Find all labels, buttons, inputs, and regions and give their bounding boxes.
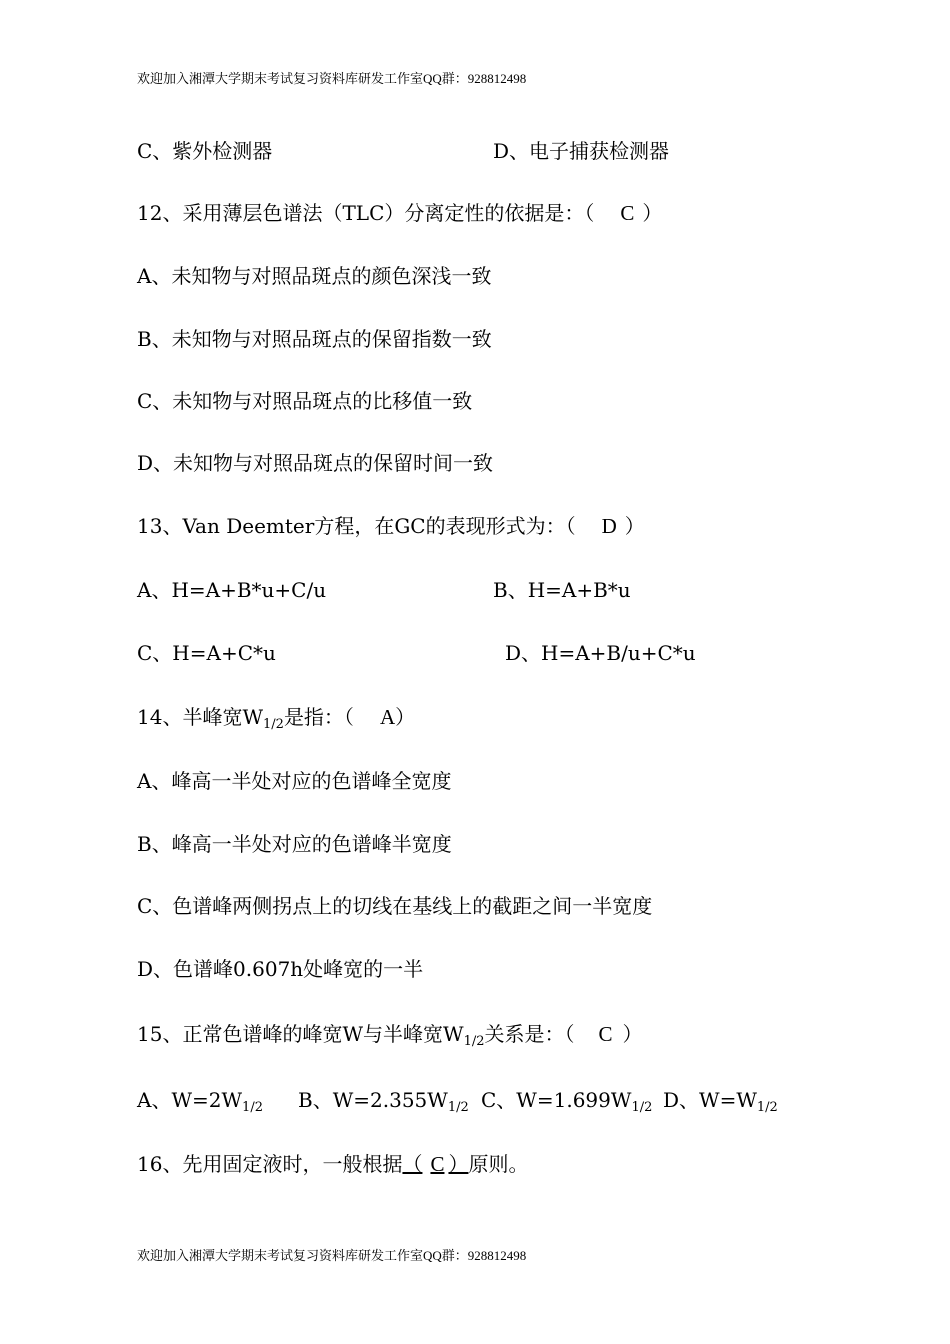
q15-option-d-text: D、W=W [663, 1088, 757, 1112]
q13-option-d: D、H=A+B/u+C*u [505, 641, 696, 665]
q14-option-a: A、峰高一半处对应的色谱峰全宽度 [137, 769, 452, 793]
page-header: 欢迎加入湘潭大学期末考试复习资料库研发工作室QQ群：928812498 [137, 71, 527, 86]
q12-stem-text: 12、采用薄层色谱法（TLC）分离定性的依据是：（ [137, 201, 595, 225]
page-footer: 欢迎加入湘潭大学期末考试复习资料库研发工作室QQ群：928812498 [137, 1248, 527, 1263]
q15-options [0, 1088, 950, 1118]
q16-stem-text: 16、先用固定液时，一般根据 [137, 1152, 403, 1176]
q12-option-a: A、未知物与对照品斑点的颜色深浅一致 [137, 264, 492, 288]
q13-answer: D [601, 514, 617, 538]
q15-option-c [481, 1088, 653, 1115]
q13-stem [137, 514, 645, 538]
q15-option-b [298, 1088, 469, 1115]
q15-option-b-text: B、W=2.355W [298, 1088, 448, 1112]
q12-close: ） [642, 201, 663, 225]
q12-option-c: C、未知物与对照品斑点的比移值一致 [137, 389, 473, 413]
q15-answer: C [598, 1022, 613, 1046]
q12-stem [137, 201, 662, 225]
q15-option-d-subscript: 1/2 [756, 1100, 778, 1115]
q11-option-d: D、电子捕获检测器 [493, 139, 670, 163]
q14-stem-tail: 是指：（ [283, 705, 354, 729]
q15-option-a-text: A、W=2W [137, 1088, 243, 1112]
q14-option-b: B、峰高一半处对应的色谱峰半宽度 [137, 832, 452, 856]
q14-stem [137, 705, 416, 732]
q15-stem-tail: 关系是：（ [484, 1022, 575, 1046]
q13-stem-text: 13、Van Deemter方程，在GC的表现形式为：（ [137, 514, 576, 538]
q15-stem-text: 15、正常色谱峰的峰宽W与半峰宽W [137, 1022, 464, 1046]
q12-option-b: B、未知物与对照品斑点的保留指数一致 [137, 327, 492, 351]
q12-answer: C [620, 201, 635, 225]
q15-option-d [663, 1088, 778, 1115]
q16-blank-close: ） [448, 1152, 469, 1176]
q13-option-a: A、H=A+B*u+C/u [137, 578, 327, 602]
q11-option-c: C、紫外检测器 [137, 139, 273, 163]
q15-option-a-subscript: 1/2 [242, 1100, 263, 1115]
q15-close: ） [622, 1022, 643, 1046]
q15-option-c-text: C、W=1.699W [481, 1088, 632, 1112]
q14-stem-subscript: 1/2 [263, 717, 284, 732]
q15-option-c-subscript: 1/2 [631, 1100, 653, 1115]
q14-answer: A [379, 705, 396, 729]
q15-option-a [137, 1088, 263, 1115]
q15-option-b-subscript: 1/2 [447, 1100, 469, 1115]
q14-option-c: C、色谱峰两侧拐点上的切线在基线上的截距之间一半宽度 [137, 894, 653, 918]
q12-option-d: D、未知物与对照品斑点的保留时间一致 [137, 451, 494, 475]
q16-tail: 原则。 [468, 1152, 529, 1176]
q16-answer-blank [402, 1152, 468, 1176]
q13-close: ） [624, 514, 645, 538]
q16-answer: C [430, 1152, 445, 1176]
q16-stem [137, 1152, 528, 1176]
q13-option-c: C、H=A+C*u [137, 641, 276, 665]
q14-close: ） [395, 705, 416, 729]
q14-option-d: D、色谱峰0.607h处峰宽的一半 [137, 957, 424, 981]
q15-stem [137, 1022, 643, 1049]
q13-option-b: B、H=A+B*u [493, 578, 631, 602]
q14-stem-text: 14、半峰宽W [137, 705, 264, 729]
q16-blank-open: （ [402, 1152, 423, 1176]
q15-stem-subscript: 1/2 [463, 1034, 485, 1049]
